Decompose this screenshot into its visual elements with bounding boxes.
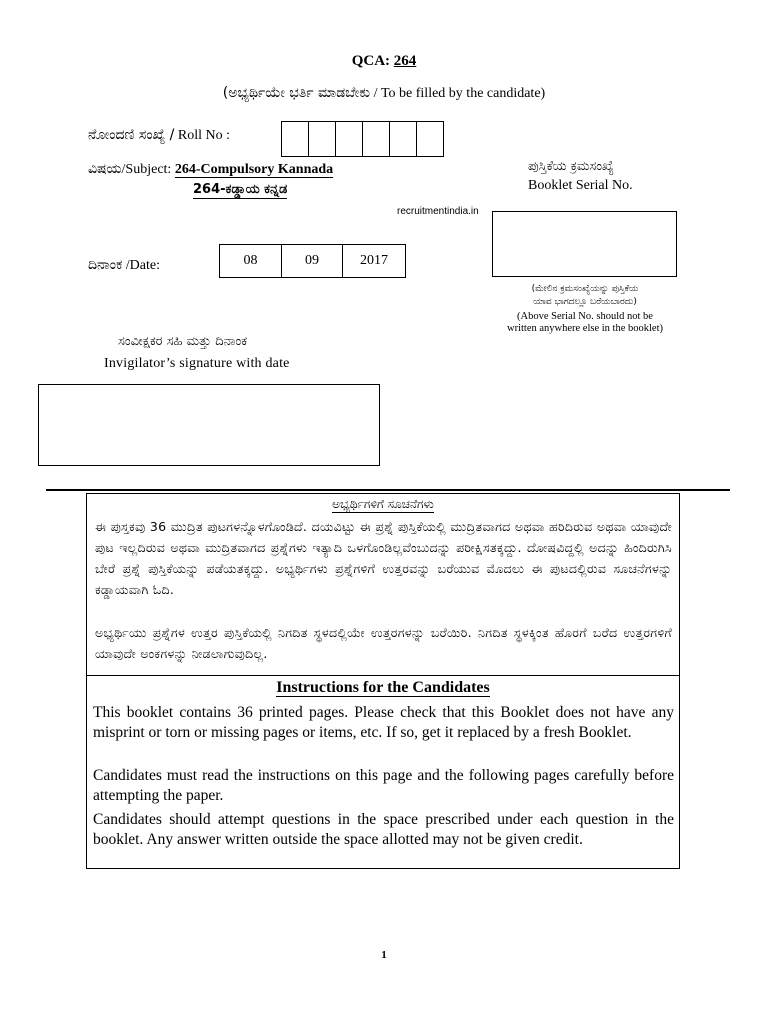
subject-value-kannada: 264-ಕಡ್ಡಾಯ ಕನ್ನಡ xyxy=(193,182,288,197)
subject-label-kannada: ವಿಷಯ xyxy=(88,161,122,177)
date-month-box xyxy=(281,244,343,278)
page-number: 1 xyxy=(381,949,387,961)
instructions-para3-english: Candidates should attempt questions in the space prescribed under each question in the booklet. Any answer written outside the space allotted may not be given credit. xyxy=(93,811,674,848)
booklet-serial-label-english: Booklet Serial No. xyxy=(528,178,633,193)
roll-label-kannada: ನೋಂದಣಿ ಸಂಖ್ಯೆ / xyxy=(88,127,175,143)
roll-digit-box[interactable] xyxy=(389,121,417,157)
roll-digit-box[interactable] xyxy=(362,121,390,157)
horizontal-rule xyxy=(46,489,730,491)
instructions-divider xyxy=(87,675,679,676)
fill-note-english: / To be filled by the candidate) xyxy=(373,86,546,101)
instructions-para2-english: Candidates must read the instructions on this page and the following pages carefully before attempting the paper. xyxy=(93,767,674,804)
serial-note-english-line1: (Above Serial No. should not be xyxy=(517,311,653,322)
date-year: 2017 xyxy=(360,253,388,268)
booklet-serial-box xyxy=(492,211,677,277)
qca-heading xyxy=(0,53,768,70)
serial-note-kannada-line1: (ಮೇಲಿನ ಕ್ರಮಸಂಖ್ಯೆಯನ್ನು ಪುಸ್ತಿಕೆಯ xyxy=(531,284,639,294)
instructions-box xyxy=(86,493,680,869)
invigilator-label-english: Invigilator’s signature with date xyxy=(104,356,290,371)
date-month: 09 xyxy=(305,253,319,268)
date-label-kannada: ದಿನಾಂಕ xyxy=(88,257,123,273)
instructions-para1-kannada: ಈ ಪುಸ್ತಕವು 36 ಮುದ್ರಿತ ಪುಟಗಳನ್ನೊಳಗೊಂಡಿದೆ. ದಯವಿಟ್ಟು ಈ ಪ್ರಶ್ನೆ ಪುಸ್ತಿಕೆಯಲ್ಲಿ ಮುದ್ರಿತವಾಗದ ಅಥವಾ ಹರಿದಿರುವ ಅಥವಾ ಯಾವುದೇ ಪುಟ ಇಲ್ಲದಿರುವ ಅಥವಾ ಮುದ್ರಿತವಾಗದ ಪ್ರಶ್ನೆಗಳು ಇತ್ಯಾದಿ ಒಳಗೊಂಡಿಲ್ಲವೆಂಬುದನ್ನು ಪರೀಕ್ಷಿಸತಕ್ಕದ್ದು. ದೋಷವಿದ್ದಲ್ಲಿ ಅದನ್ನು ಹಿಂದಿರುಗಿಸಿ ಬೇರೆ ಪ್ರಶ್ನೆ ಪುಸ್ತಿಕೆಯನ್ನು ಪಡೆಯತಕ್ಕದ್ದು. ಅಭ್ಯರ್ಥಿಗಳು ಪ್ರಶ್ನೆಗಳಿಗೆ ಉತ್ತರವನ್ನು ಬರೆಯುವ ಮೊದಲು ಈ ಪುಟದಲ್ಲಿರುವ ಸೂಚನೆಗಳನ್ನು ಕಡ್ಡಾಯವಾಗಿ ಓದಿ. xyxy=(95,519,672,597)
date-label-english: /Date: xyxy=(125,258,160,273)
subject-value-english: 264-Compulsory Kannada xyxy=(174,162,334,177)
date-day: 08 xyxy=(243,253,258,268)
fill-note xyxy=(0,85,768,102)
invigilator-label-kannada: ಸಂವೀಕ್ಷಕರ ಸಹಿ ಮತ್ತು ದಿನಾಂಕ xyxy=(118,334,248,349)
roll-label-english: Roll No : xyxy=(177,128,231,143)
watermark-text: recruitmentindia.in xyxy=(397,206,479,217)
roll-digit-box[interactable] xyxy=(308,121,336,157)
invigilator-signature-box[interactable] xyxy=(38,384,380,466)
qca-number: 264 xyxy=(393,53,417,69)
date-label xyxy=(88,257,160,274)
roll-digit-box[interactable] xyxy=(281,121,309,157)
instructions-para2-kannada: ಅಭ್ಯರ್ಥಿಯು ಪ್ರಶ್ನೆಗಳ ಉತ್ತರ ಪುಸ್ತಿಕೆಯಲ್ಲಿ ನಿಗದಿತ ಸ್ಥಳದಲ್ಲಿಯೇ ಉತ್ತರಗಳನ್ನು ಬರೆಯಿರಿ. ನಿಗದಿತ ಸ್ಥಳಕ್ಕಿಂತ ಹೊರಗೆ ಬರೆದ ಉತ್ತರಗಳಿಗೆ ಯಾವುದೇ ಅಂಕಗಳನ್ನು ನೀಡಲಾಗುವುದಿಲ್ಲ. xyxy=(95,625,672,661)
roll-number-label xyxy=(88,127,230,144)
booklet-serial-label-kannada: ಪುಸ್ತಿಕೆಯ ಕ್ರಮಸಂಖ್ಯೆ xyxy=(528,159,614,174)
roll-digit-box[interactable] xyxy=(335,121,363,157)
subject-line xyxy=(88,161,333,178)
serial-note-kannada-line2: ಯಾವ ಭಾಗದಲ್ಲೂ ಬರೆಯಬಾರದು) xyxy=(533,297,637,307)
instructions-title-kannada: ಅಭ್ಯರ್ಥಿಗಳಿಗೆ ಸೂಚನೆಗಳು xyxy=(332,497,434,511)
date-boxes xyxy=(220,244,406,278)
date-year-box xyxy=(342,244,406,278)
qca-label: QCA: xyxy=(351,53,391,69)
instructions-title-english: Instructions for the Candidates xyxy=(276,679,490,696)
instructions-para1-english: This booklet contains 36 printed pages. Please check that this Booklet does not have any misprint or torn or missing pages or items, etc. If so, get it replaced by a fresh Booklet. xyxy=(93,704,674,741)
date-day-box xyxy=(219,244,282,278)
subject-label-english: /Subject: xyxy=(121,162,172,177)
roll-number-boxes xyxy=(282,121,444,157)
serial-note-english-line2: written anywhere else in the booklet) xyxy=(507,323,663,334)
roll-digit-box[interactable] xyxy=(416,121,444,157)
serial-note-kannada xyxy=(490,283,680,309)
serial-note-english xyxy=(488,311,682,335)
fill-note-kannada: (ಅಭ್ಯರ್ಥಿಯೇ ಭರ್ತಿ ಮಾಡಬೇಕು xyxy=(222,85,371,101)
